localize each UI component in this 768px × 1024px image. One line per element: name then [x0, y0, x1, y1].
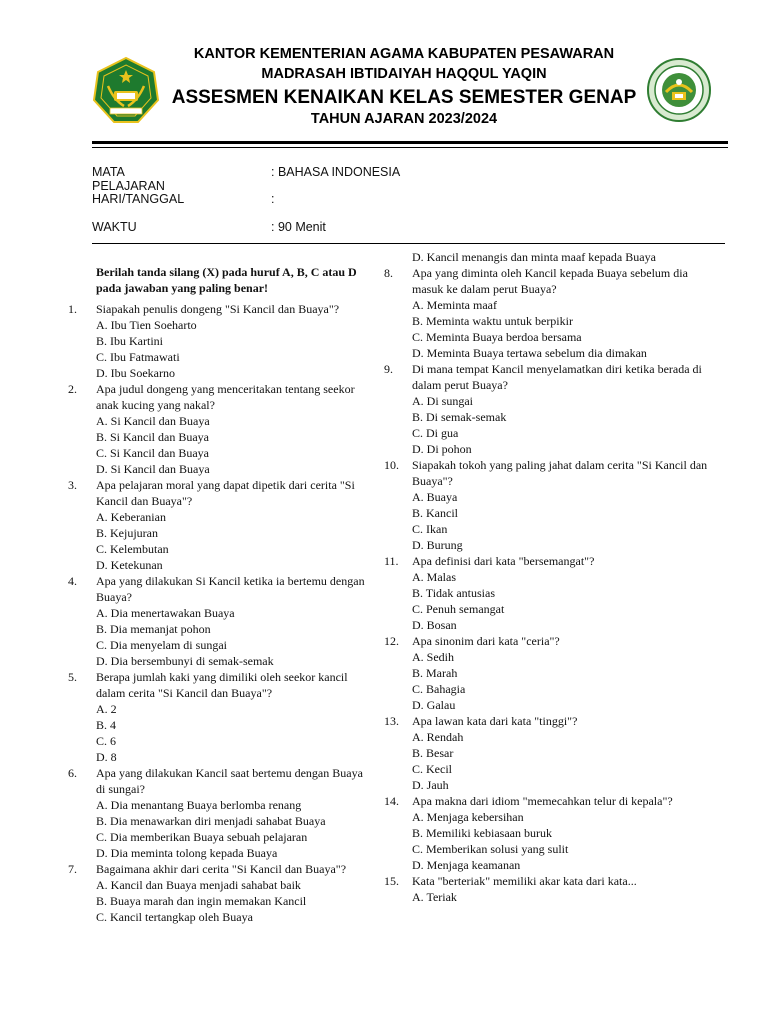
question — [384, 873, 714, 905]
question-text: Siapakah tokoh yang paling jahat dalam cerita "Si Kancil dan Buaya"? — [412, 458, 708, 488]
question-number: 9. — [384, 362, 393, 376]
question-text: Apa judul dongeng yang menceritakan tentang seekor anak kucing yang nakal? — [96, 382, 355, 412]
answer-option[interactable]: C. Si Kancil dan Buaya — [96, 446, 209, 460]
answer-option[interactable]: C. Penuh semangat — [412, 602, 505, 616]
question-number: 2. — [68, 382, 77, 396]
question — [68, 477, 373, 573]
question-stem — [68, 301, 373, 317]
answer-option[interactable]: D. 8 — [96, 750, 117, 764]
question — [68, 301, 373, 381]
question-number: 11. — [384, 554, 399, 568]
info-value: : 90 Menit — [271, 220, 326, 234]
question-text: Apa makna dari idiom "memecahkan telur di kepala"? — [412, 794, 673, 808]
question-text: Apa lawan kata dari kata "tinggi"? — [412, 714, 578, 728]
answer-option[interactable]: A. Malas — [412, 570, 456, 584]
answer-option[interactable]: A. Buaya — [412, 490, 458, 504]
question — [384, 265, 714, 361]
answer-option[interactable]: D. Galau — [412, 698, 456, 712]
answer-option[interactable]: B. Kancil — [412, 506, 458, 520]
question-number: 8. — [384, 266, 393, 280]
answer-option[interactable]: D. Menjaga keamanan — [412, 858, 521, 872]
answer-option[interactable]: C. Memberikan solusi yang sulit — [412, 842, 569, 856]
answer-option[interactable]: D. Di pohon — [412, 442, 472, 456]
question — [68, 381, 373, 477]
question-number: 15. — [384, 874, 399, 888]
answer-option[interactable]: B. Tidak antusias — [412, 586, 496, 600]
question-text: Apa yang dilakukan Kancil saat bertemu dengan Buaya di sungai? — [96, 766, 363, 796]
answer-option[interactable]: C. Dia menyelam di sungai — [96, 638, 227, 652]
question-stem — [384, 713, 714, 729]
answer-option[interactable]: C. Ibu Fatmawati — [96, 350, 180, 364]
answer-option[interactable]: B. Besar — [412, 746, 454, 760]
answer-option[interactable]: A. Rendah — [412, 730, 464, 744]
info-value: : BAHASA INDONESIA — [271, 165, 401, 179]
letterhead — [0, 0, 768, 150]
question-number: 10. — [384, 458, 399, 472]
answer-option[interactable]: B. Dia menawarkan diri menjadi sahabat Buaya — [96, 814, 326, 828]
question — [68, 861, 373, 925]
office-title: KANTOR KEMENTERIAN AGAMA KABUPATEN PESAWARAN — [193, 46, 615, 62]
question-stem — [384, 457, 714, 489]
answer-option[interactable]: A. Dia menertawakan Buaya — [96, 606, 235, 620]
question-text: Kata "berteriak" memiliki akar kata dari kata... — [412, 874, 637, 888]
answer-option[interactable]: A. Di sungai — [412, 394, 473, 408]
info-label: HARI/TANGGAL — [92, 192, 185, 206]
answer-option[interactable]: A. Keberanian — [96, 510, 166, 524]
answer-option[interactable]: A. Kancil dan Buaya menjadi sahabat baik — [96, 878, 301, 892]
header-rule-thin — [92, 147, 728, 148]
question-stem — [68, 765, 373, 797]
question-number: 1. — [68, 302, 77, 316]
question-number: 14. — [384, 794, 399, 808]
answer-option[interactable]: C. 6 — [96, 734, 117, 748]
answer-option[interactable]: D. Dia meminta tolong kepada Buaya — [96, 846, 278, 860]
question-text: Apa sinonim dari kata "ceria"? — [412, 634, 560, 648]
answer-option[interactable]: B. Buaya marah dan ingin memakan Kancil — [96, 894, 307, 908]
answer-option[interactable]: B. Ibu Kartini — [96, 334, 163, 348]
answer-option[interactable]: C. Dia memberikan Buaya sebuah pelajaran — [96, 830, 308, 844]
question-text: Apa yang diminta oleh Kancil kepada Buaya sebelum dia masuk ke dalam perut Buaya? — [412, 266, 688, 296]
info-label: WAKTU — [92, 220, 137, 234]
question — [384, 553, 714, 633]
answer-option[interactable]: A. Dia menantang Buaya berlomba renang — [96, 798, 302, 812]
answer-option[interactable]: A. 2 — [96, 702, 117, 716]
answer-option[interactable]: A. Menjaga kebersihan — [412, 810, 524, 824]
question — [68, 765, 373, 861]
question-number: 3. — [68, 478, 77, 492]
answer-option[interactable]: D. Ketekunan — [96, 558, 163, 572]
answer-option[interactable]: A. Sedih — [412, 650, 454, 664]
question-stem — [68, 477, 373, 509]
answer-option[interactable]: A. Meminta maaf — [412, 298, 497, 312]
question — [384, 361, 714, 457]
answer-option[interactable]: A. Si Kancil dan Buaya — [96, 414, 210, 428]
answer-option[interactable]: C. Ikan — [412, 522, 448, 536]
question-text: Berapa jumlah kaki yang dimiliki oleh seekor kancil dalam cerita "Si Kancil dan Buaya"? — [96, 670, 348, 700]
question-stem — [384, 265, 714, 297]
answer-option[interactable]: B. Meminta waktu untuk berpikir — [412, 314, 573, 328]
left-question-list — [68, 301, 373, 925]
answer-option[interactable]: D. Kancil menangis dan minta maaf kepada Buaya — [412, 250, 656, 264]
question-number: 4. — [68, 574, 77, 588]
question — [384, 457, 714, 553]
answer-option[interactable]: C. Kancil tertangkap oleh Buaya — [96, 910, 253, 924]
question-stem — [384, 793, 714, 809]
question-stem — [68, 573, 373, 605]
answer-option[interactable]: A. Ibu Tien Soeharto — [96, 318, 197, 332]
answer-option[interactable]: B. Memiliki kebiasaan buruk — [412, 826, 552, 840]
answer-option[interactable]: C. Kecil — [412, 762, 452, 776]
answer-option[interactable]: C. Bahagia — [412, 682, 466, 696]
question-text: Bagaimana akhir dari cerita "Si Kancil dan Buaya"? — [96, 862, 347, 876]
right-question-list — [384, 265, 714, 905]
answer-option[interactable]: B. 4 — [96, 718, 117, 732]
question — [384, 793, 714, 873]
answer-option[interactable]: C. Di gua — [412, 426, 459, 440]
question-stem — [68, 861, 373, 877]
question-stem — [384, 553, 714, 569]
question-number: 5. — [68, 670, 77, 684]
answer-option[interactable]: B. Si Kancil dan Buaya — [96, 430, 209, 444]
answer-option[interactable]: D. Ibu Soekarno — [96, 366, 175, 380]
answer-option[interactable]: D. Si Kancil dan Buaya — [96, 462, 210, 476]
answer-option[interactable]: A. Teriak — [412, 890, 457, 904]
question-number: 12. — [384, 634, 399, 648]
left-column — [68, 264, 373, 925]
info-value: : — [271, 192, 275, 206]
question-stem — [68, 669, 373, 701]
answer-option[interactable]: C. Meminta Buaya berdoa bersama — [412, 330, 582, 344]
answer-option[interactable]: D. Meminta Buaya tertawa sebelum dia dimakan — [412, 346, 647, 360]
question-text: Siapakah penulis dongeng "Si Kancil dan Buaya"? — [96, 302, 340, 316]
answer-option[interactable]: B. Di semak-semak — [412, 410, 507, 424]
question-stem — [384, 361, 714, 393]
school-emblem-logo — [646, 56, 712, 124]
question-number: 6. — [68, 766, 77, 780]
info-label: MATA PELAJARAN — [92, 165, 165, 193]
answer-option[interactable]: B. Marah — [412, 666, 458, 680]
question — [68, 573, 373, 669]
question-text: Apa definisi dari kata "bersemangat"? — [412, 554, 595, 568]
answer-option[interactable]: D. Dia bersembunyi di semak-semak — [96, 654, 274, 668]
right-column — [384, 249, 714, 905]
answer-option[interactable]: D. Bosan — [412, 618, 457, 632]
instruction: Berilah tanda silang (X) pada huruf A, B, C atau D pada jawaban yang paling benar! — [96, 265, 357, 295]
answer-option[interactable]: D. Jauh — [412, 778, 449, 792]
school-name: MADRASAH IBTIDAIYAH HAQQUL YAQIN — [261, 66, 547, 82]
info-rule — [92, 243, 725, 244]
academic-year: TAHUN AJARAN 2023/2024 — [310, 111, 498, 127]
question-text: Apa pelajaran moral yang dapat dipetik dari cerita "Si Kancil dan Buaya"? — [96, 478, 355, 508]
answer-option[interactable]: C. Kelembutan — [96, 542, 169, 556]
header-rule-thick — [92, 141, 728, 144]
question-number: 7. — [68, 862, 77, 876]
question-text: Di mana tempat Kancil menyelamatkan diri ketika berada di dalam perut Buaya? — [412, 362, 702, 392]
question — [384, 633, 714, 713]
question — [68, 669, 373, 765]
question-stem — [68, 381, 373, 413]
answer-option[interactable]: B. Kejujuran — [96, 526, 158, 540]
question-number: 13. — [384, 714, 399, 728]
question-text: Apa yang dilakukan Si Kancil ketika ia bertemu dengan Buaya? — [96, 574, 365, 604]
carry-over-options — [384, 249, 714, 265]
question — [384, 713, 714, 793]
question-stem — [384, 633, 714, 649]
exam-title: ASSESMEN KENAIKAN KELAS SEMESTER GENAP — [171, 87, 637, 108]
question-stem — [384, 873, 714, 889]
answer-option[interactable]: B. Dia memanjat pohon — [96, 622, 211, 636]
answer-option[interactable]: D. Burung — [412, 538, 463, 552]
